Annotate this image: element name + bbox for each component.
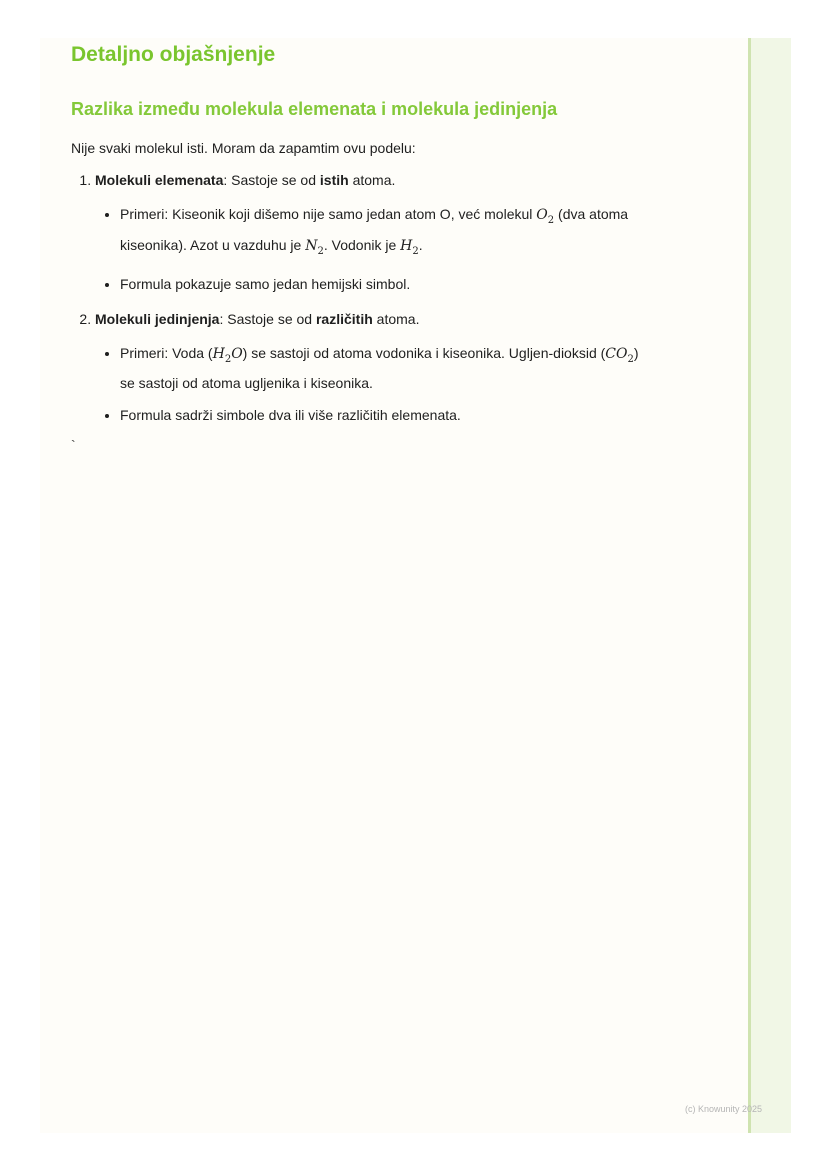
formula-n2: $N_2$ bbox=[305, 237, 324, 257]
bullet-item: • Formula pokazuje samo jedan hemijski simbol. bbox=[120, 272, 641, 296]
document-content bbox=[71, 40, 641, 453]
copyright-footer: (c) Knowunity 2025 bbox=[685, 1104, 763, 1114]
stray-backtick: ` bbox=[71, 437, 76, 454]
list-item-compounds: 2. Molekuli jedinjenja: Sastoje se od različitih atoma. • Primeri: Voda $(H_2O)$ se sastoji od atoma vodonika i kiseonika. Ugljen-dioksid $(CO_2)$ se sastoji od atoma ugljenika i kiseonika. • Formula sadrži simbole dva ili više različitih elemenata. bbox=[95, 308, 641, 428]
sub-list bbox=[95, 202, 641, 296]
sub-list bbox=[95, 341, 641, 428]
formula-o2: $O_2$ bbox=[536, 207, 555, 226]
formula-h2: $H_2$ bbox=[400, 237, 419, 257]
emphasis: različitih bbox=[315, 310, 373, 327]
intro-paragraph: Nije svaki molekul isti. Moram da zapamtim ovu podelu: bbox=[71, 140, 416, 156]
bullet-item: • Primeri: Voda $(H_2O)$ se sastoji od atoma vodonika i kiseonika. Ugljen-dioksid $(CO_2)$ se sastoji od atoma ugljenika i kiseonika. bbox=[120, 341, 641, 396]
formula-co2: $CO_2$ bbox=[605, 345, 634, 365]
section-heading: Razlika između molekula elemenata i molekula jedinjenja bbox=[71, 99, 558, 119]
bullet-item: • Formula sadrži simbole dva ili više različitih elemenata. bbox=[120, 403, 641, 427]
side-accent-strip bbox=[751, 38, 791, 1133]
emphasis: istih bbox=[319, 172, 349, 188]
term: Molekuli jedinjenja bbox=[95, 310, 220, 327]
page-title: Detaljno objašnjenje bbox=[71, 43, 276, 66]
molecule-types-list bbox=[71, 169, 641, 427]
list-item-elements: 1. Molekuli elemenata: Sastoje se od istih atoma. • Primeri: Kiseonik koji dišemo nije samo jedan atom O, već molekul $O_2$ (dva atoma kiseonika). Azot u vazduhu je $N_2$. Vodonik je $H_2$. • Formula pokazuje samo jedan hemijski simbol. bbox=[95, 169, 641, 296]
term: Molekuli elemenata bbox=[95, 172, 224, 188]
formula-h2o: $H_2O$ bbox=[212, 345, 243, 365]
bullet-item: • Primeri: Kiseonik koji dišemo nije samo jedan atom O, već molekul $O_2$ (dva atoma kiseonika). Azot u vazduhu je $N_2$. Vodonik je $H_2$. bbox=[120, 202, 641, 264]
